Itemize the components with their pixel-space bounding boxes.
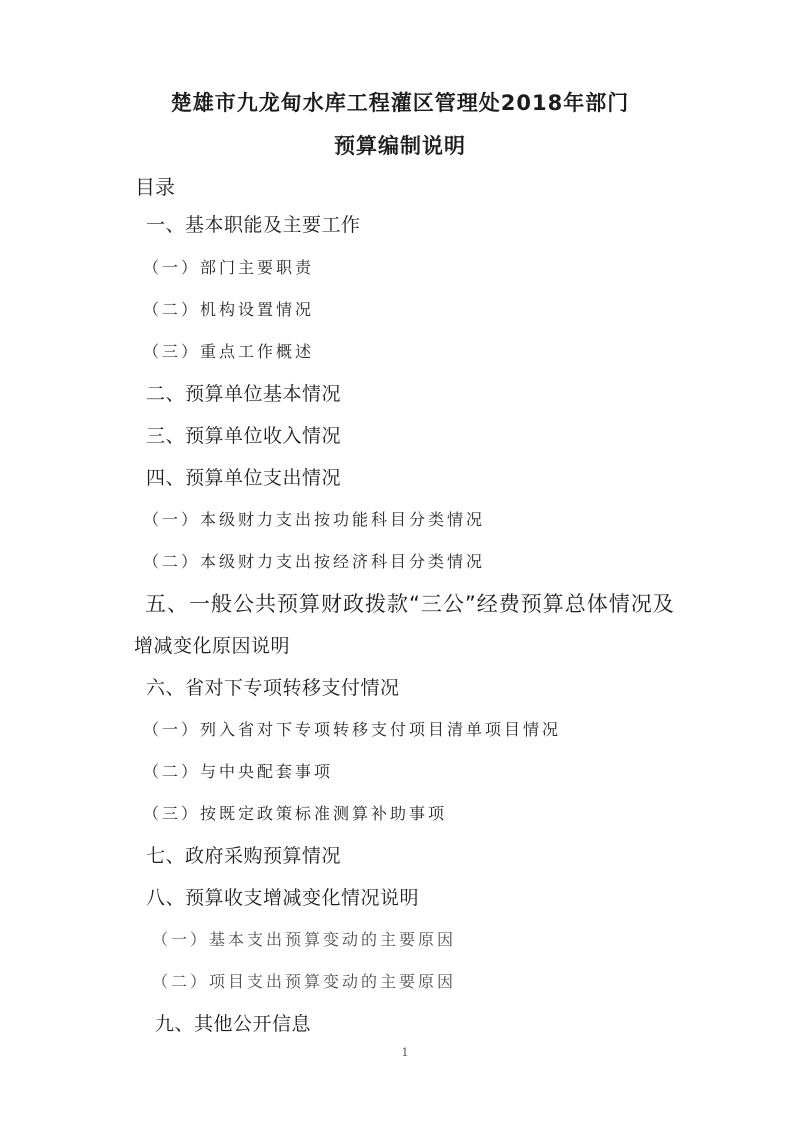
- toc-item-section-3: 三、预算单位收入情况: [146, 425, 342, 447]
- toc-item-section-1-2: （二）机构设置情况: [143, 300, 315, 319]
- toc-item-section-4-1: （一）本级财力支出按功能科目分类情况: [143, 510, 486, 529]
- toc-item-section-1-3: （三）重点工作概述: [143, 342, 315, 361]
- toc-item-section-1-1: （一）部门主要职责: [143, 258, 315, 277]
- toc-item-section-9: 九、其他公开信息: [155, 1013, 312, 1035]
- page-number: 1: [401, 1046, 409, 1059]
- toc-item-section-6-2: （二）与中央配套事项: [143, 762, 334, 781]
- toc-item-section-8-1: （一）基本支出预算变动的主要原因: [152, 930, 457, 949]
- toc-item-section-6: 六、省对下专项转移支付情况: [146, 677, 400, 699]
- toc-item-section-5-continued: 增减变化原因说明: [134, 635, 291, 657]
- toc-item-section-4: 四、预算单位支出情况: [146, 467, 342, 489]
- toc-item-section-8-2: （二）项目支出预算变动的主要原因: [152, 972, 457, 991]
- toc-item-section-6-3: （三）按既定政策标准测算补助事项: [143, 804, 448, 823]
- toc-heading: 目录: [135, 175, 175, 199]
- toc-item-section-1: 一、基本职能及主要工作: [146, 214, 361, 236]
- document-title-line-1: 楚雄市九龙甸水库工程灌区管理处2018年部门: [170, 91, 630, 115]
- toc-item-section-4-2: （二）本级财力支出按经济科目分类情况: [143, 552, 486, 571]
- toc-item-section-7: 七、政府采购预算情况: [146, 845, 342, 867]
- toc-item-section-2: 二、预算单位基本情况: [146, 383, 342, 405]
- toc-item-section-8: 八、预算收支增减变化情况说明: [146, 887, 420, 909]
- toc-item-section-6-1: （一）列入省对下专项转移支付项目清单项目情况: [143, 720, 562, 739]
- toc-item-section-5: 五、一般公共预算财政拨款“三公”经费预算总体情况及: [145, 592, 675, 616]
- document-title-line-2: 预算编制说明: [334, 134, 466, 158]
